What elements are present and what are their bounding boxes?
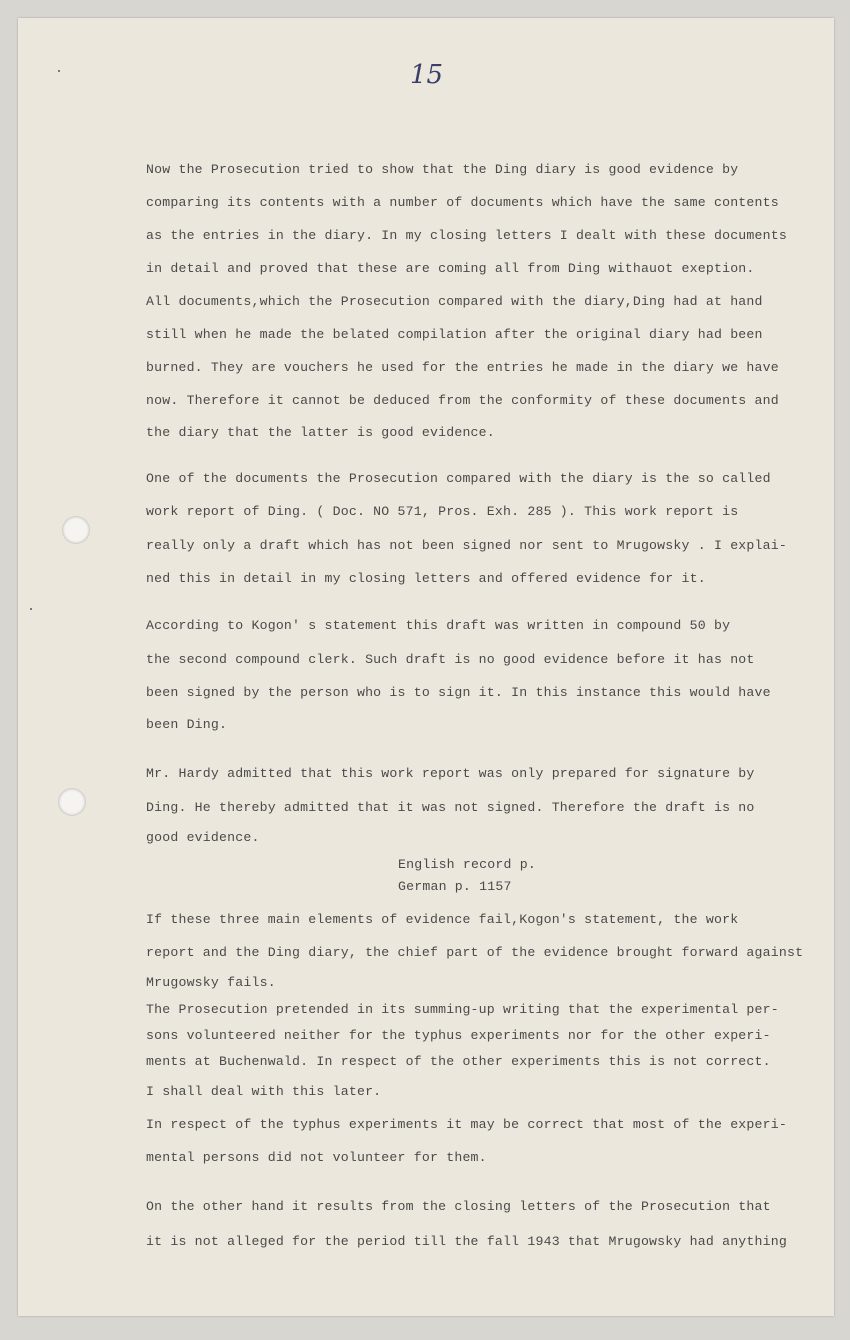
text-line: ments at Buchenwald. In respect of the other experiments this is not correct. bbox=[146, 1054, 771, 1069]
text-line: report and the Ding diary, the chief part of the evidence brought forward against bbox=[146, 945, 804, 960]
text-line: According to Kogon' s statement this draft was written in compound 50 by bbox=[146, 618, 731, 633]
text-line: been Ding. bbox=[146, 717, 228, 732]
text-line: Now the Prosecution tried to show that the Ding diary is good evidence by bbox=[146, 162, 739, 177]
text-line: One of the documents the Prosecution compared with the diary is the so called bbox=[146, 471, 771, 486]
text-line: in detail and proved that these are coming all from Ding withauot exeption. bbox=[146, 261, 755, 276]
text-line: All documents,which the Prosecution compared with the diary,Ding had at hand bbox=[146, 294, 763, 309]
text-line: now. Therefore it cannot be deduced from the conformity of these documents and bbox=[146, 393, 779, 408]
text-line: I shall deal with this later. bbox=[146, 1084, 382, 1099]
punch-hole-top bbox=[62, 516, 90, 544]
record-reference: English record p. bbox=[398, 857, 536, 872]
document-page bbox=[18, 18, 834, 1316]
paper-speck bbox=[30, 608, 32, 610]
text-line: ned this in detail in my closing letters and offered evidence for it. bbox=[146, 571, 706, 586]
text-line: really only a draft which has not been signed nor sent to Mrugowsky . I explai- bbox=[146, 538, 787, 553]
text-line: good evidence. bbox=[146, 830, 260, 845]
text-line: The Prosecution pretended in its summing-up writing that the experimental per- bbox=[146, 1002, 779, 1017]
record-reference: German p. 1157 bbox=[398, 879, 512, 894]
text-line: as the entries in the diary. In my closing letters I dealt with these documents bbox=[146, 228, 787, 243]
text-line: If these three main elements of evidence fail,Kogon's statement, the work bbox=[146, 912, 739, 927]
paper-speck bbox=[58, 70, 60, 72]
text-line: comparing its contents with a number of documents which have the same contents bbox=[146, 195, 779, 210]
text-line: Mrugowsky fails. bbox=[146, 975, 276, 990]
text-line: it is not alleged for the period till the fall 1943 that Mrugowsky had anything bbox=[146, 1234, 787, 1249]
text-line: still when he made the belated compilation after the original diary had been bbox=[146, 327, 763, 342]
text-line: Ding. He thereby admitted that it was not signed. Therefore the draft is no bbox=[146, 800, 755, 815]
text-line: sons volunteered neither for the typhus experiments nor for the other experi- bbox=[146, 1028, 771, 1043]
text-line: In respect of the typhus experiments it may be correct that most of the experi- bbox=[146, 1117, 787, 1132]
text-line: the diary that the latter is good evidence. bbox=[146, 425, 495, 440]
text-line: work report of Ding. ( Doc. NO 571, Pros. Exh. 285 ). This work report is bbox=[146, 504, 739, 519]
text-line: burned. They are vouchers he used for the entries he made in the diary we have bbox=[146, 360, 779, 375]
page-number: 15 bbox=[410, 60, 444, 90]
text-line: Mr. Hardy admitted that this work report was only prepared for signature by bbox=[146, 766, 755, 781]
text-line: the second compound clerk. Such draft is no good evidence before it has not bbox=[146, 652, 755, 667]
text-line: mental persons did not volunteer for them. bbox=[146, 1150, 487, 1165]
text-line: On the other hand it results from the closing letters of the Prosecution that bbox=[146, 1199, 771, 1214]
text-line: been signed by the person who is to sign it. In this instance this would have bbox=[146, 685, 771, 700]
punch-hole-bottom bbox=[58, 788, 86, 816]
